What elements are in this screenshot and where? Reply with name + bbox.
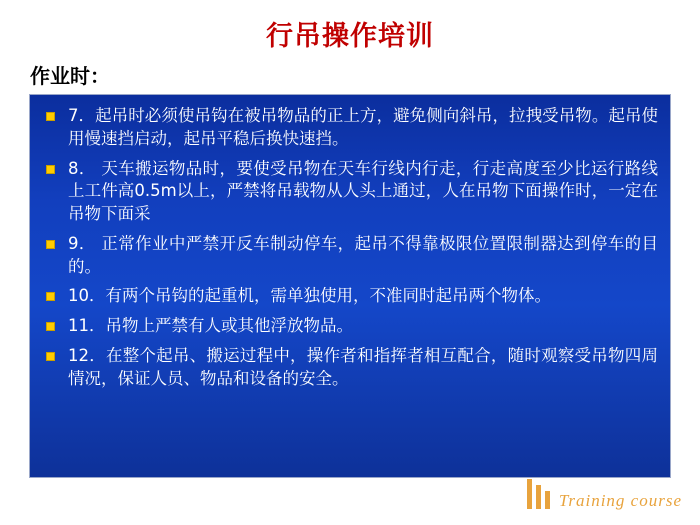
list-item: [42, 233, 658, 279]
square-bullet-icon: [46, 292, 55, 301]
list-item-text: 11．吊物上严禁有人或其他浮放物品。: [68, 316, 353, 336]
square-bullet-icon: [46, 165, 55, 174]
square-bullet-icon: [46, 322, 55, 331]
bullet-list: [42, 105, 658, 390]
content-panel: [29, 94, 671, 478]
list-item: [42, 158, 658, 226]
list-item-text: 10．有两个吊钩的起重机，需单独使用，不准同时起吊两个物体。: [68, 286, 551, 306]
square-bullet-icon: [46, 240, 55, 249]
list-item-text: 12．在整个起吊、搬运过程中，操作者和指挥者相互配合，随时观察受吊物四周情况，保证人员、物品和设备的安全。: [68, 345, 658, 388]
square-bullet-icon: [46, 112, 55, 121]
footer-label: Training course: [558, 491, 682, 510]
list-item: [42, 315, 658, 338]
list-item: [42, 285, 658, 308]
list-item: [42, 345, 658, 391]
section-subheading: 作业时：: [30, 64, 110, 88]
square-bullet-icon: [46, 352, 55, 361]
list-item-text: 9． 正常作业中严禁开反车制动停车，起吊不得靠极限位置限制器达到停车的目的。: [68, 233, 658, 276]
list-item-text: 8． 天车搬运物品时，要使受吊物在天车行线内行走，行走高度至少比运行路线上工件高0.5m以上，严禁将吊载物从人头上通过，人在吊物下面操作时，一定在吊物下面采: [68, 158, 658, 224]
page-title: 行吊操作培训: [266, 21, 434, 52]
list-item-text: 7．起吊时必须使吊钩在被吊物品的正上方，避免侧向斜吊，拉拽受吊物。起吊使用慢速挡启动，起吊平稳后换快速挡。: [68, 106, 658, 148]
list-item: [42, 105, 658, 151]
footer-bars-icon: [527, 479, 553, 509]
